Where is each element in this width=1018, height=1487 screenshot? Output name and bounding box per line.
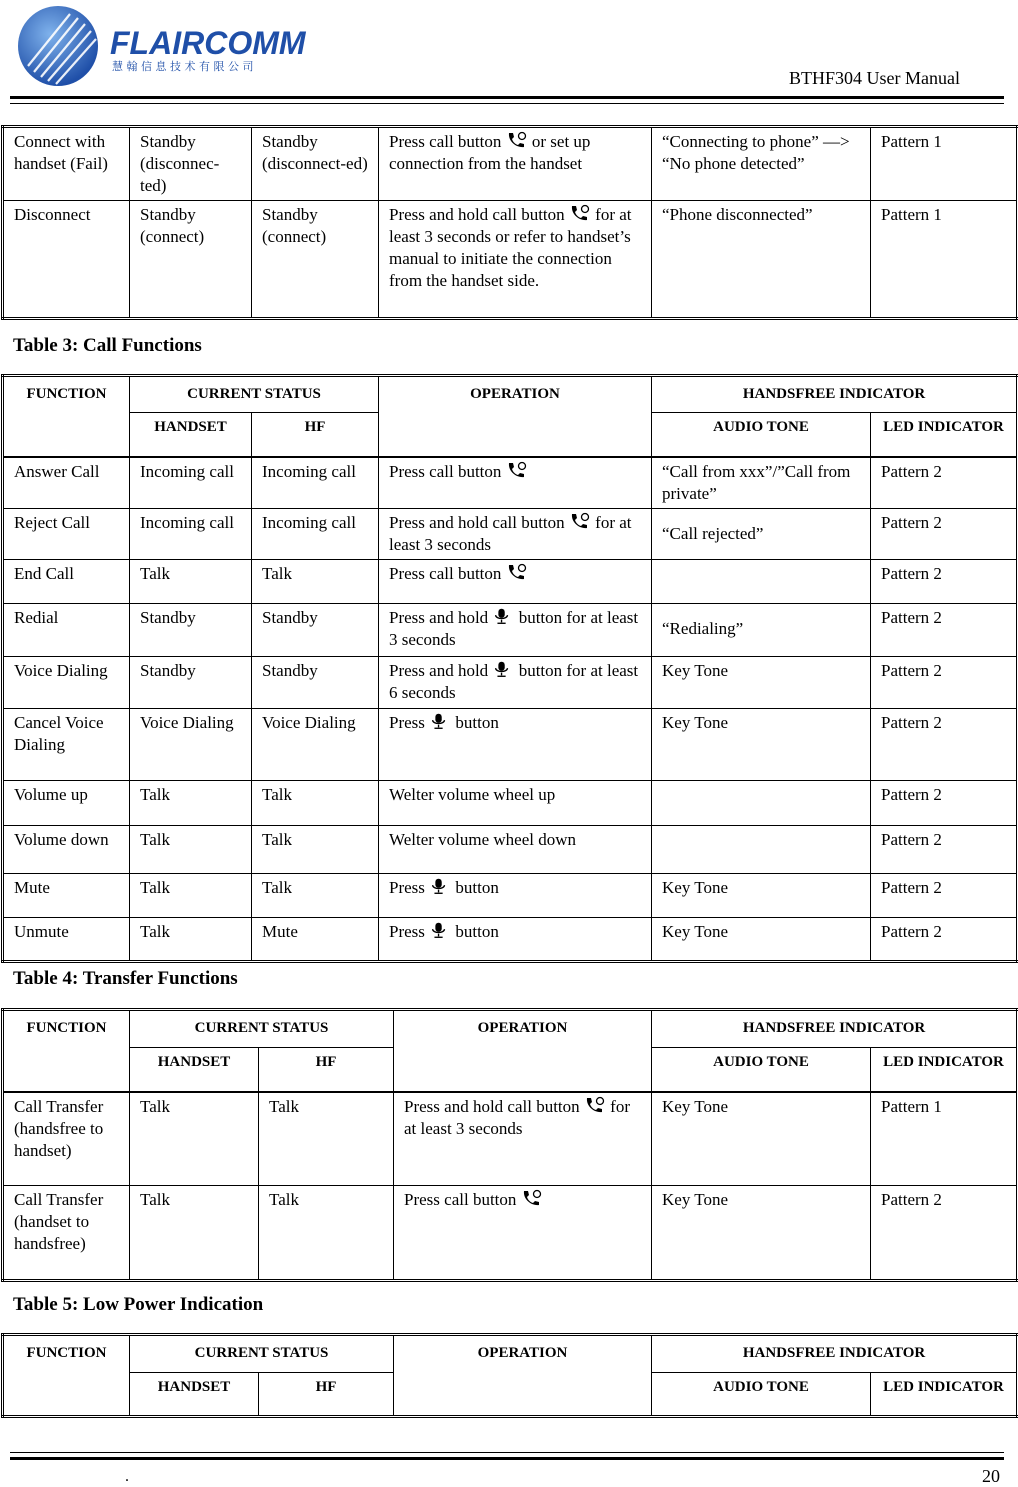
audio-tone-cell: “Connecting to phone” —> “No phone detected” (652, 127, 871, 201)
handset-header: HANDSET (130, 1373, 259, 1417)
hf-status-cell: Incoming call (252, 508, 379, 559)
hf-status-cell: Standby (disconnect-ed) (252, 127, 379, 201)
hf-status-cell: Standby (connect) (252, 201, 379, 319)
operation-cell: Press and hold call button for at least 3 seconds (394, 1092, 652, 1186)
operation-cell: Press and hold button for at least 6 seconds (379, 656, 652, 708)
hf-status-cell: Talk (252, 825, 379, 873)
table-row (3, 559, 1018, 603)
operation-cell: Welter volume wheel down (379, 825, 652, 873)
audio-tone-cell: “Call rejected” (652, 508, 871, 559)
function-cell: Connect with handset (Fail) (3, 127, 130, 201)
handset-status-cell: Talk (130, 559, 252, 603)
hf-status-cell: Standby (252, 656, 379, 708)
audio-tone-cell: Key Tone (652, 873, 871, 917)
operation-header: OPERATION (379, 376, 652, 457)
handset-status-cell: Voice Dialing (130, 708, 252, 780)
function-cell: End Call (3, 559, 130, 603)
audio-tone-cell: Key Tone (652, 917, 871, 961)
handset-status-cell: Talk (130, 1186, 259, 1281)
call-button-icon (506, 461, 528, 479)
current-status-header: CURRENT STATUS (130, 376, 379, 413)
low-power-table (1, 1333, 1018, 1418)
header-rule (10, 96, 1004, 104)
handset-status-cell: Talk (130, 873, 252, 917)
function-cell: Voice Dialing (3, 656, 130, 708)
microphone-button-icon (429, 921, 451, 939)
table-row (3, 873, 1018, 917)
hf-status-cell: Talk (252, 559, 379, 603)
operation-cell: Press and hold call button for at least 3 seconds (379, 508, 652, 559)
audio-tone-cell (652, 559, 871, 603)
operation-cell: Welter volume wheel up (379, 780, 652, 825)
led-cell: Pattern 1 (871, 127, 1018, 201)
footer-dot: . (125, 1468, 129, 1485)
hf-header: HF (259, 1373, 394, 1417)
call-button-icon (506, 131, 528, 149)
led-cell: Pattern 2 (871, 780, 1018, 825)
led-indicator-header: LED INDICATOR (871, 413, 1018, 457)
handset-header: HANDSET (130, 413, 252, 457)
audio-tone-cell: “Redialing” (652, 603, 871, 656)
call-button-icon (569, 512, 591, 530)
operation-cell: Press and hold call button for at least 3 seconds or refer to handset’s manual to initiate the connection from the handset side. (379, 201, 652, 319)
transfer-functions-table (1, 1008, 1018, 1282)
operation-cell: Press call button (394, 1186, 652, 1281)
audio-tone-cell: Key Tone (652, 656, 871, 708)
operation-header: OPERATION (394, 1010, 652, 1092)
audio-tone-cell (652, 825, 871, 873)
call-button-icon (569, 204, 591, 222)
led-indicator-header: LED INDICATOR (871, 1373, 1018, 1417)
hf-status-cell: Talk (259, 1092, 394, 1186)
table4-caption: Table 4: Transfer Functions (13, 968, 238, 989)
led-cell: Pattern 1 (871, 201, 1018, 319)
led-cell: Pattern 2 (871, 656, 1018, 708)
table-row (3, 508, 1018, 559)
operation-cell: Press and hold button for at least 3 seconds (379, 603, 652, 656)
audio-tone-cell: Key Tone (652, 1186, 871, 1281)
function-header: FUNCTION (3, 1010, 130, 1092)
table-row (3, 603, 1018, 656)
microphone-button-icon (492, 607, 514, 625)
audio-tone-cell: “Call from xxx”/”Call from private” (652, 457, 871, 509)
manual-title: BTHF304 User Manual (789, 68, 960, 88)
table3-caption: Table 3: Call Functions (13, 335, 202, 356)
function-header: FUNCTION (3, 1335, 130, 1417)
handset-status-cell: Incoming call (130, 508, 252, 559)
handsfree-indicator-header: HANDSFREE INDICATOR (652, 376, 1018, 413)
led-cell: Pattern 2 (871, 508, 1018, 559)
table-row (3, 1186, 1018, 1281)
page-number: 20 (982, 1466, 1000, 1486)
handset-status-cell: Standby (130, 603, 252, 656)
table-row (3, 656, 1018, 708)
brand-name: FLAIRCOMM (110, 25, 306, 61)
operation-header: OPERATION (394, 1335, 652, 1417)
hf-header: HF (252, 413, 379, 457)
hf-status-cell: Talk (252, 873, 379, 917)
table-row (3, 780, 1018, 825)
call-functions-table (1, 374, 1018, 963)
function-cell: Disconnect (3, 201, 130, 319)
led-cell: Pattern 2 (871, 873, 1018, 917)
call-button-icon (506, 563, 528, 581)
operation-cell: Press button (379, 873, 652, 917)
table-row (3, 201, 1018, 319)
hf-status-cell: Standby (252, 603, 379, 656)
handset-status-cell: Standby (130, 656, 252, 708)
handset-status-cell: Incoming call (130, 457, 252, 509)
audio-tone-cell: Key Tone (652, 1092, 871, 1186)
connection-table-continued (1, 125, 1018, 320)
hf-header: HF (259, 1048, 394, 1092)
handset-status-cell: Talk (130, 780, 252, 825)
led-cell: Pattern 2 (871, 825, 1018, 873)
handset-status-cell: Talk (130, 825, 252, 873)
function-cell: Mute (3, 873, 130, 917)
footer-rule (10, 1452, 1004, 1460)
audio-tone-cell: Key Tone (652, 708, 871, 780)
table-row (3, 457, 1018, 509)
led-cell: Pattern 2 (871, 708, 1018, 780)
hf-status-cell: Mute (252, 917, 379, 961)
table-row (3, 917, 1018, 961)
microphone-button-icon (492, 660, 514, 678)
function-cell: Volume up (3, 780, 130, 825)
led-cell: Pattern 2 (871, 1186, 1018, 1281)
hf-status-cell: Voice Dialing (252, 708, 379, 780)
audio-tone-cell: “Phone disconnected” (652, 201, 871, 319)
table-row (3, 127, 1018, 201)
handset-status-cell: Standby (disconnec-ted) (130, 127, 252, 201)
hf-status-cell: Incoming call (252, 457, 379, 509)
operation-cell: Press call button or set up connection from the handset (379, 127, 652, 201)
handset-status-cell: Talk (130, 1092, 259, 1186)
led-cell: Pattern 2 (871, 457, 1018, 509)
led-cell: Pattern 2 (871, 917, 1018, 961)
table-row (3, 1092, 1018, 1186)
function-cell: Reject Call (3, 508, 130, 559)
table-row (3, 825, 1018, 873)
operation-cell: Press call button (379, 457, 652, 509)
function-cell: Call Transfer (handset to handsfree) (3, 1186, 130, 1281)
audio-tone-header: AUDIO TONE (652, 1048, 871, 1092)
handset-header: HANDSET (130, 1048, 259, 1092)
led-cell: Pattern 1 (871, 1092, 1018, 1186)
operation-cell: Press button (379, 917, 652, 961)
hf-status-cell: Talk (252, 780, 379, 825)
function-cell: Volume down (3, 825, 130, 873)
call-button-icon (584, 1096, 606, 1114)
handset-status-cell: Standby (connect) (130, 201, 252, 319)
handsfree-indicator-header: HANDSFREE INDICATOR (652, 1010, 1018, 1048)
function-cell: Unmute (3, 917, 130, 961)
handsfree-indicator-header: HANDSFREE INDICATOR (652, 1335, 1018, 1373)
table5-caption: Table 5: Low Power Indication (13, 1294, 264, 1315)
call-button-icon (521, 1189, 543, 1207)
function-cell: Redial (3, 603, 130, 656)
operation-cell: Press call button (379, 559, 652, 603)
audio-tone-header: AUDIO TONE (652, 413, 871, 457)
led-cell: Pattern 2 (871, 559, 1018, 603)
operation-cell: Press button (379, 708, 652, 780)
function-header: FUNCTION (3, 376, 130, 457)
led-indicator-header: LED INDICATOR (871, 1048, 1018, 1092)
current-status-header: CURRENT STATUS (130, 1010, 394, 1048)
microphone-button-icon (429, 877, 451, 895)
handset-status-cell: Talk (130, 917, 252, 961)
hf-status-cell: Talk (259, 1186, 394, 1281)
function-cell: Answer Call (3, 457, 130, 509)
table-row (3, 708, 1018, 780)
audio-tone-header: AUDIO TONE (652, 1373, 871, 1417)
led-cell: Pattern 2 (871, 603, 1018, 656)
function-cell: Cancel Voice Dialing (3, 708, 130, 780)
flaircomm-logo (14, 4, 314, 90)
current-status-header: CURRENT STATUS (130, 1335, 394, 1373)
function-cell: Call Transfer (handsfree to handset) (3, 1092, 130, 1186)
audio-tone-cell (652, 780, 871, 825)
brand-name-cn: 慧 翰 信 息 技 术 有 限 公 司 (112, 60, 254, 73)
microphone-button-icon (429, 712, 451, 730)
